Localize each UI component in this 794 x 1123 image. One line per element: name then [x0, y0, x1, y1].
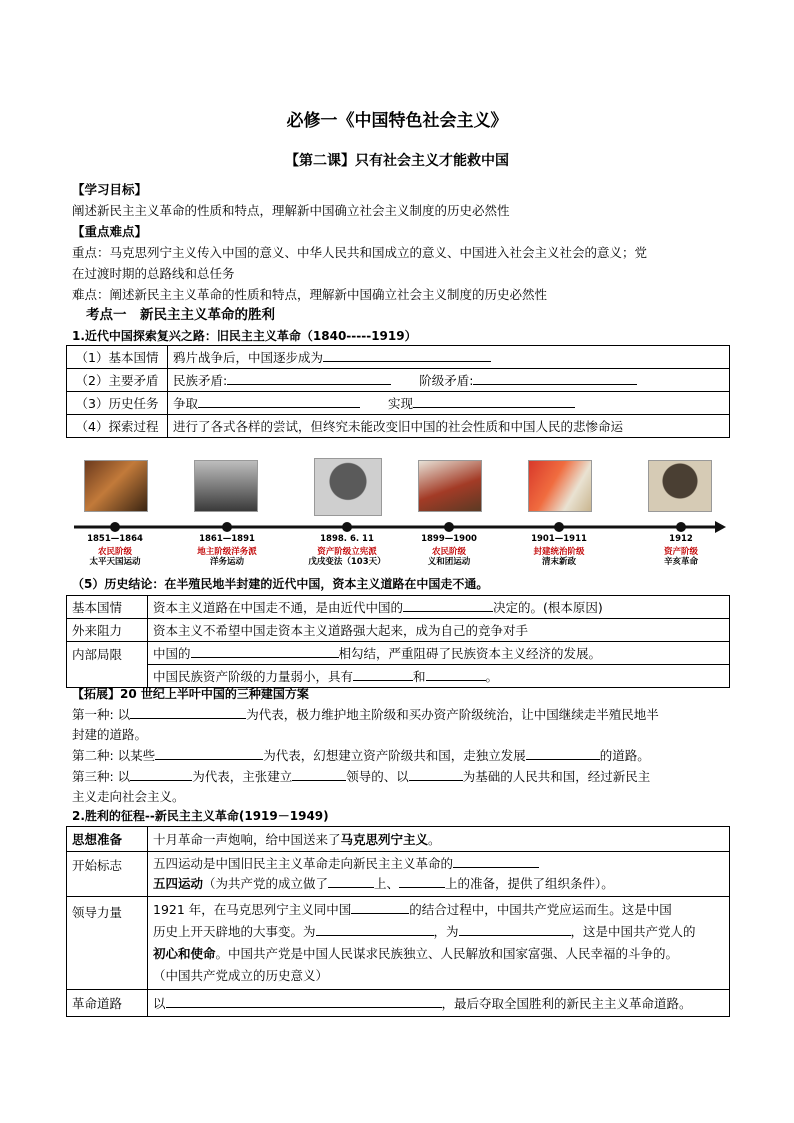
- table-row: [67, 415, 730, 438]
- fill-blank[interactable]: [409, 767, 463, 781]
- key-points-heading: 【重点难点】: [72, 224, 148, 239]
- row-label: 外来阻力: [67, 619, 148, 642]
- table-row: [67, 990, 730, 1017]
- fill-blank[interactable]: [426, 667, 486, 681]
- row-label: （4）探索过程: [67, 415, 168, 438]
- objectives-text: 阐述新民主主义革命的性质和特点，理解新中国确立社会主义制度的历史必然性: [72, 203, 510, 218]
- focus-line-1: 重点：马克思列宁主义传入中国的意义、中华人民共和国成立的意义、中国进入社会主义社会的意义；党: [72, 245, 648, 260]
- row-content: 中国民族资产阶级的力量弱小，具有 和 。: [148, 665, 730, 688]
- timeline-class: 封建统治阶级: [533, 547, 585, 557]
- row-label: （3）历史任务: [67, 392, 168, 415]
- timeline-date: 1861—1891: [199, 534, 255, 544]
- document-title: 必修一《中国特色社会主义》: [286, 111, 508, 131]
- timeline-class: 资产阶级: [663, 547, 698, 557]
- fill-blank[interactable]: [526, 746, 600, 760]
- timeline-class: 农民阶级: [97, 547, 132, 557]
- timeline-class: 农民阶级: [431, 547, 466, 557]
- fill-blank[interactable]: [453, 854, 539, 868]
- fill-blank[interactable]: [351, 900, 409, 914]
- row-content: 以 ，最后夺取全国胜利的新民主主义革命道路。: [148, 990, 730, 1017]
- timeline-node: [110, 522, 120, 532]
- subsection-2-heading: 2.胜利的征程--新民主主义革命(1919－1949): [72, 809, 329, 823]
- plan-1-line-1: 第一种: 以 为代表，极力维护地主阶级和买办资产阶级统治，让中国继续走半殖民地半: [72, 707, 659, 722]
- row-label: 革命道路: [67, 990, 148, 1017]
- row-label: 基本国情: [67, 596, 148, 619]
- westernization-picture: [194, 460, 258, 512]
- table-row: [67, 392, 730, 415]
- fill-blank[interactable]: [155, 746, 263, 760]
- fill-blank[interactable]: [413, 394, 575, 408]
- history-timeline: [70, 452, 730, 570]
- row-content: 中国的 相勾结，严重阻碍了民族资本主义经济的发展。: [148, 642, 730, 665]
- timeline-date: 1899—1900: [421, 534, 477, 544]
- boxer-picture: [418, 460, 482, 512]
- table-row: [67, 619, 730, 642]
- fill-blank[interactable]: [130, 767, 192, 781]
- row-content: 资本主义不希望中国走资本主义道路强大起来，成为自己的竞争对手: [148, 619, 730, 642]
- timeline-event: 戊戌变法（103天）: [308, 557, 386, 567]
- focus-line-2: 在过渡时期的总路线和总任务: [72, 266, 235, 281]
- table-row: [67, 642, 730, 665]
- subsection-1-heading: 1.近代中国探索复兴之路：旧民主主义革命（1840-----1919）: [72, 329, 417, 343]
- row-content: 进行了各式各样的尝试，但终究未能改变旧中国的社会性质和中国人民的悲惨命运: [168, 415, 730, 438]
- timeline-node: [676, 522, 686, 532]
- timeline-arrow: [70, 518, 730, 536]
- fill-blank[interactable]: [328, 874, 374, 888]
- capitalism-failure-table: [66, 595, 730, 688]
- timeline-node: [342, 522, 352, 532]
- extension-heading: 【拓展】20 世纪上半叶中国的三种建国方案: [72, 687, 309, 701]
- difficulty-line: 难点：阐述新民主主义革命的性质和特点，理解新中国确立社会主义制度的历史必然性: [72, 287, 548, 302]
- row-label: 内部局限: [67, 642, 148, 688]
- table-row: [67, 369, 730, 392]
- timeline-date: 1901—1911: [531, 534, 587, 544]
- row-content: 1921 年，在马克思列宁主义同中国 的结合过程中，中国共产党应运而生。这是中国 历史上开天辟地的大事变。为 ，为 ，这是中国共产党人的 初心和使命。中国共产党是中国人民谋求民族独立、人民解放和国家富强、人民幸福的斗争的。 （中国共产党成立的历史意义）: [148, 897, 730, 990]
- timeline-node: [222, 522, 232, 532]
- timeline-date: 1898. 6. 11: [320, 534, 374, 544]
- row-content: 十月革命一声炮响，给中国送来了马克思列宁主义。: [148, 827, 730, 852]
- fill-blank[interactable]: [353, 667, 413, 681]
- objectives-heading: 【学习目标】: [72, 182, 148, 197]
- timeline-event: 义和团运动: [427, 557, 471, 567]
- timeline-date: 1851—1864: [87, 534, 143, 544]
- timeline-event: 清末新政: [541, 557, 576, 567]
- row-label: （2）主要矛盾: [67, 369, 168, 392]
- fill-blank[interactable]: [459, 922, 571, 936]
- fill-blank[interactable]: [399, 874, 445, 888]
- fill-blank[interactable]: [316, 922, 434, 936]
- timeline-date: 1912: [669, 534, 693, 544]
- table-row: [67, 897, 730, 990]
- row-content: 争取 实现: [168, 392, 730, 415]
- new-policy-documents: [528, 460, 592, 512]
- timeline-node: [444, 522, 454, 532]
- old-democratic-revolution-table: [66, 345, 730, 438]
- fill-blank[interactable]: [191, 644, 339, 658]
- plan-1-line-2: 封建的道路。: [72, 727, 148, 742]
- row-label: （1）基本国情: [67, 346, 168, 369]
- historical-conclusion: （5）历史结论：在半殖民地半封建的近代中国，资本主义道路在中国走不通。: [72, 577, 489, 591]
- table-row: [67, 346, 730, 369]
- row-content: 资本主义道路在中国走不通，是由近代中国的 决定的。(根本原因): [148, 596, 730, 619]
- row-label: 思想准备: [67, 827, 148, 852]
- plan-2-line: 第二种: 以某些 为代表，幻想建立资产阶级共和国，走独立发展 的道路。: [72, 748, 650, 763]
- table-row: [67, 852, 730, 897]
- row-content: 鸦片战争后，中国逐步成为: [168, 346, 730, 369]
- fill-blank[interactable]: [198, 394, 360, 408]
- fill-blank[interactable]: [227, 371, 391, 385]
- timeline-class: 资产阶级立宪派: [317, 547, 377, 557]
- fill-blank[interactable]: [292, 767, 346, 781]
- row-content: 民族矛盾: 阶级矛盾:: [168, 369, 730, 392]
- plan-3-line-1: 第三种: 以 为代表，主张建立 领导的、以 为基础的人民共和国，经过新民主: [72, 769, 651, 784]
- timeline-class: 地主阶级洋务派: [197, 547, 257, 557]
- timeline-event: 辛亥革命: [663, 557, 698, 567]
- reformer-portrait: [314, 458, 382, 516]
- fill-blank[interactable]: [473, 371, 637, 385]
- lesson-title: 【第二课】只有社会主义才能救中国: [285, 153, 509, 169]
- plan-3-line-2: 主义走向社会主义。: [72, 789, 185, 804]
- row-label: 领导力量: [67, 897, 148, 990]
- new-democratic-revolution-table: [66, 826, 730, 1017]
- fill-blank[interactable]: [323, 348, 491, 362]
- taiping-picture: [84, 460, 148, 512]
- fill-blank[interactable]: [403, 598, 493, 612]
- table-row: [67, 596, 730, 619]
- section-heading: 考点一 新民主主义革命的胜利: [86, 307, 275, 323]
- table-row: [67, 827, 730, 852]
- timeline-event: 洋务运动: [209, 557, 244, 567]
- revolution-leader-portrait: [648, 460, 712, 512]
- row-content: 五四运动是中国旧民主主义革命走向新民主主义革命的 五四运动（为共产党的成立做了 上、 上的准备，提供了组织条件）。: [148, 852, 730, 897]
- fill-blank[interactable]: [130, 705, 246, 719]
- timeline-node: [554, 522, 564, 532]
- fill-blank[interactable]: [166, 994, 442, 1008]
- timeline-event: 太平天国运动: [89, 557, 141, 567]
- row-label: 开始标志: [67, 852, 148, 897]
